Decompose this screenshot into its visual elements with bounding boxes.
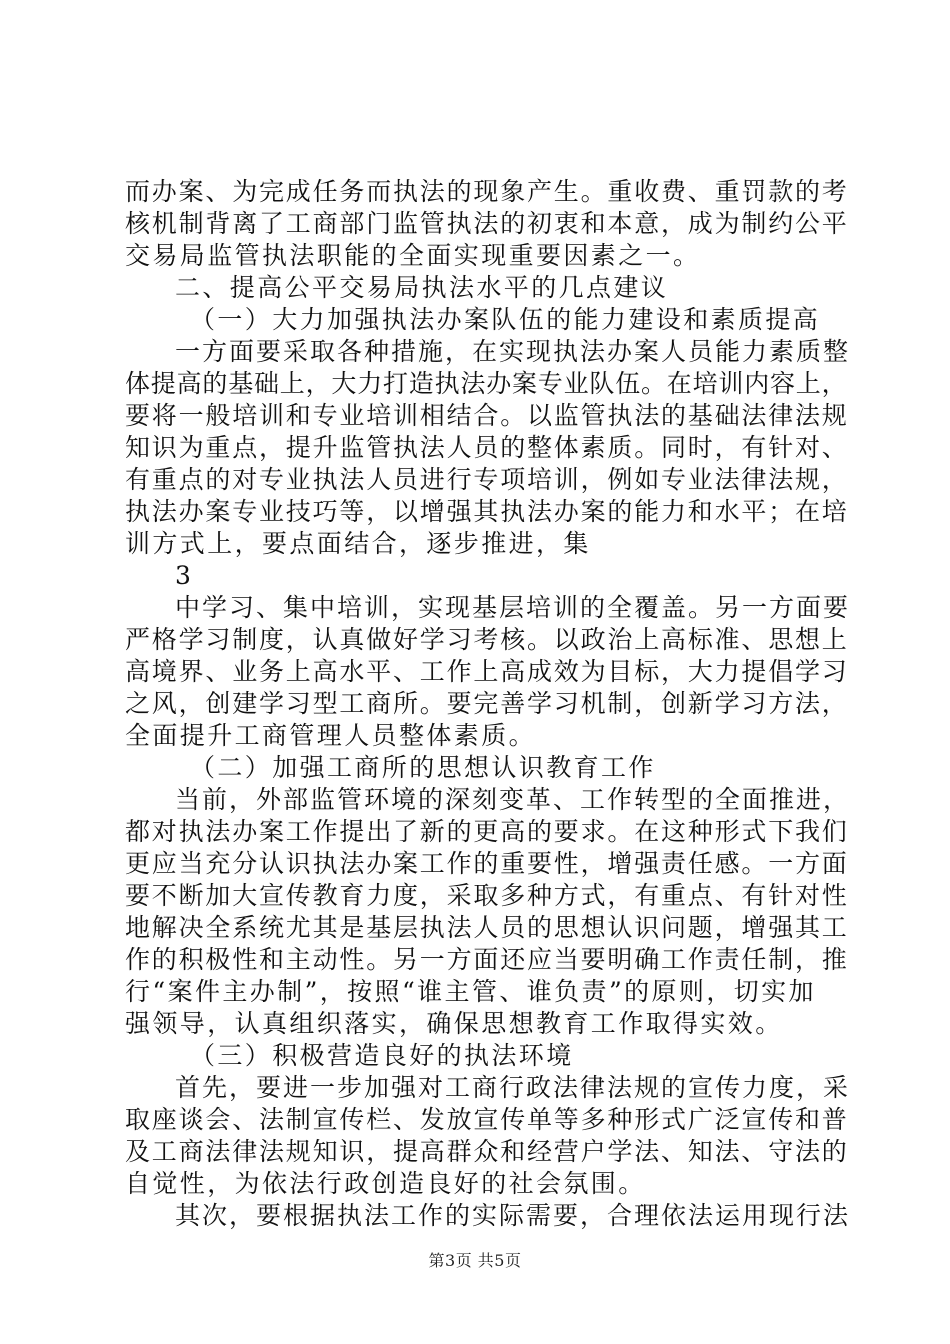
section-heading: 二、提高公平交易局执法水平的几点建议: [175, 273, 669, 302]
paragraph-line: 首先，要进一步加强对工商行政法律法规的宣传力度，采: [175, 1073, 851, 1102]
inline-page-number: 3: [175, 561, 194, 590]
paragraph-line: 训方式上，要点面结合，逐步推进，集: [125, 529, 591, 558]
subsection-heading: （一）大力加强执法办案队伍的能力建设和素质提高: [190, 305, 821, 334]
paragraph-line: 严格学习制度，认真做好学习考核。以政治上高标准、思想上: [125, 625, 849, 654]
paragraph-line: 核机制背离了工商部门监管执法的初衷和本意，成为制约公平: [125, 209, 849, 238]
paragraph-line: 及工商法律法规知识，提高群众和经营户学法、知法、守法的: [125, 1137, 849, 1166]
paragraph-line: 执法办案专业技巧等，以增强其执法办案的能力和水平；在培: [125, 497, 849, 526]
subsection-heading: （二）加强工商所的思想认识教育工作: [190, 753, 656, 782]
paragraph-line: 自觉性，为依法行政创造良好的社会氛围。: [125, 1169, 646, 1198]
subsection-heading: （三）积极营造良好的执法环境: [190, 1041, 574, 1070]
paragraph-line: 全面提升工商管理人员整体素质。: [125, 721, 537, 750]
paragraph-line: 有重点的对专业执法人员进行专项培训，例如专业法律法规，: [125, 465, 849, 494]
paragraph-line: 要将一般培训和专业培训相结合。以监管执法的基础法律法规: [125, 401, 849, 430]
paragraph-line: 其次，要根据执法工作的实际需要，合理依法运用现行法: [175, 1201, 851, 1230]
paragraph-line: 而办案、为完成任务而执法的现象产生。重收费、重罚款的考: [125, 177, 849, 206]
paragraph-line: 更应当充分认识执法办案工作的重要性，增强责任感。一方面: [125, 849, 849, 878]
paragraph-line: 强领导，认真组织落实，确保思想教育工作取得实效。: [125, 1009, 783, 1038]
paragraph-line: 中学习、集中培训，实现基层培训的全覆盖。另一方面要: [175, 593, 851, 622]
paragraph-line: 当前，外部监管环境的深刻变革、工作转型的全面推进，: [175, 785, 851, 814]
paragraph-line: 之风，创建学习型工商所。要完善学习机制，创新学习方法，: [125, 689, 849, 718]
paragraph-line: 交易局监管执法职能的全面实现重要因素之一。: [125, 241, 701, 270]
paragraph-line: 体提高的基础上，大力打造执法办案专业队伍。在培训内容上，: [125, 369, 848, 398]
paragraph-line: 高境界、业务上高水平、工作上高成效为目标，大力提倡学习: [125, 657, 849, 686]
paragraph-line: 行“案件主办制”，按照“谁主管、谁负责”的原则，切实加: [125, 977, 816, 1006]
page-footer: 第3页 共5页: [428, 1251, 522, 1270]
paragraph-line: 作的积极性和主动性。另一方面还应当要明确工作责任制，推: [125, 945, 849, 974]
paragraph-line: 知识为重点，提升监管执法人员的整体素质。同时，有针对、: [125, 433, 849, 462]
paragraph-line: 要不断加大宣传教育力度，采取多种方式，有重点、有针对性: [125, 881, 849, 910]
paragraph-line: 地解决全系统尤其是基层执法人员的思想认识问题，增强其工: [125, 913, 849, 942]
paragraph-line: 都对执法办案工作提出了新的更高的要求。在这种形式下我们: [125, 817, 849, 846]
paragraph-line: 取座谈会、法制宣传栏、发放宣传单等多种形式广泛宣传和普: [125, 1105, 849, 1134]
paragraph-line: 一方面要采取各种措施，在实现执法办案人员能力素质整: [175, 337, 851, 366]
